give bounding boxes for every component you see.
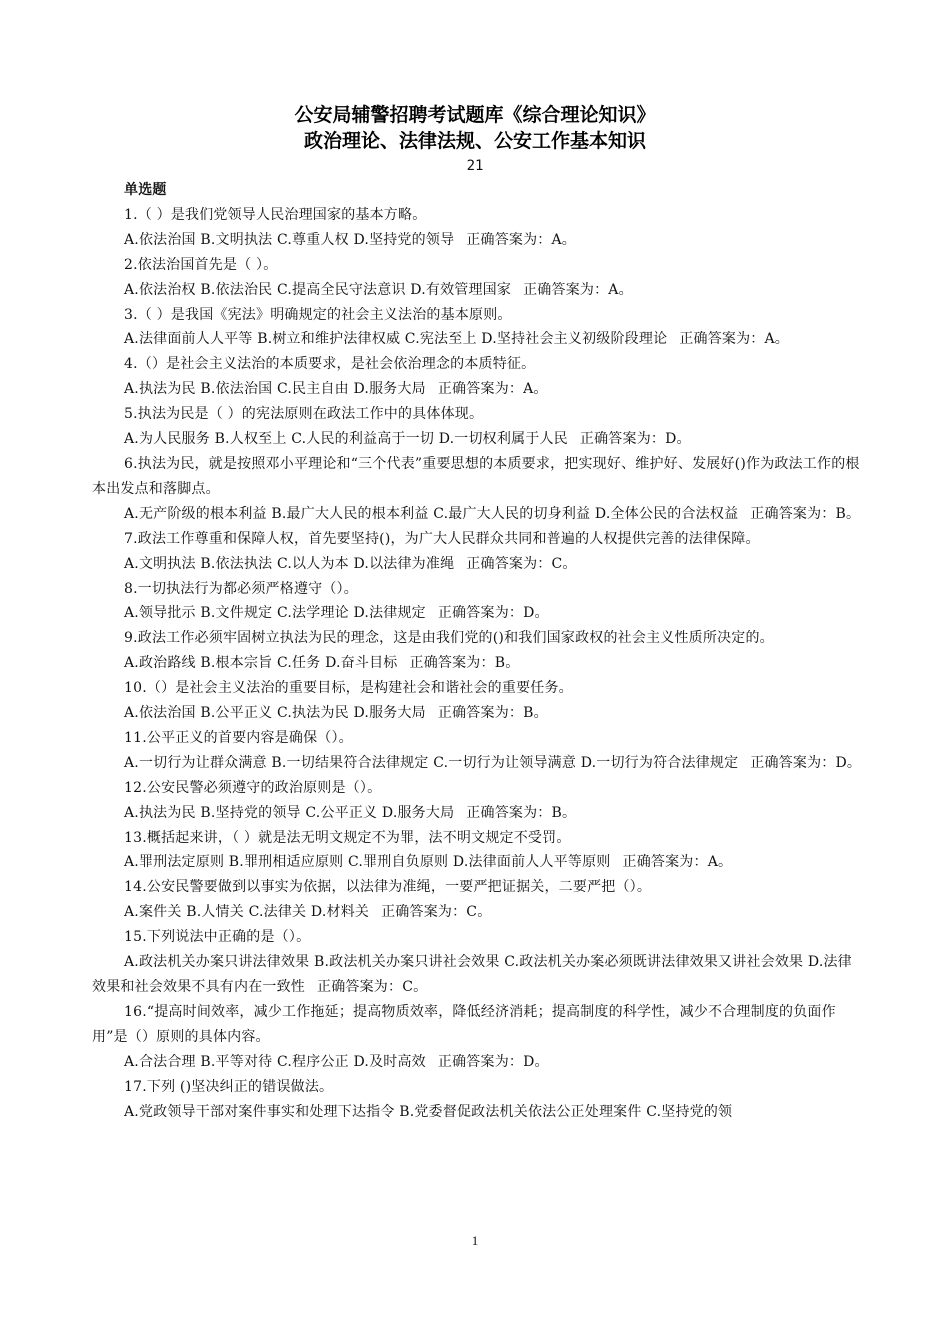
answer-text: 正确答案为：D。: [437, 605, 549, 622]
answer-text: 正确答案为：A。: [679, 331, 790, 348]
question-options: [92, 427, 864, 452]
question-options: [92, 850, 864, 875]
question-options: [92, 552, 864, 577]
answer-text: 正确答案为：B。: [409, 655, 520, 672]
options-text: A.执法为民 B.依法治国 C.民主自由 D.服务大局: [124, 381, 426, 398]
question-stem: 7.政法工作尊重和保障人权，首先要坚持()，为广大人民群众共同和普遍的人权提供完善的法律保障。: [124, 530, 760, 547]
options-text: A.依法治国 B.公平正义 C.执法为民 D.服务大局: [124, 705, 426, 722]
question-stem: 3.（ ）是我国《宪法》明确规定的社会主义法治的基本原则。: [124, 306, 512, 323]
options-text: A.案件关 B.人情关 C.法律关 D.材料关: [124, 904, 370, 921]
answer-text: 正确答案为：A。: [437, 381, 548, 398]
section-heading: 单选题: [124, 182, 167, 198]
question-stem: 13.概括起来讲，（ ）就是法无明文规定不为罪，法不明文规定不受罚。: [124, 829, 571, 846]
answer-text: 正确答案为：B。: [750, 505, 861, 522]
document-header: [0, 102, 950, 176]
options-text: A.一切行为让群众满意 B.一切结果符合法律规定 C.一切行为让领导满意 D.一切行为符合法律规定: [124, 754, 739, 771]
question-stem: 16.“提高时间效率，减少工作拖延；提高物质效率，降低经济消耗；提高制度的科学性，减少不合理制度的负面作用”是（）原则的具体内容。: [92, 1003, 836, 1045]
question-options: [92, 751, 864, 776]
question-options: [92, 278, 864, 303]
question-stem: 14.公安民警要做到以事实为依据，以法律为准绳，一要严把证据关，二要严把（）。: [124, 879, 652, 896]
answer-text: 正确答案为：D。: [579, 431, 691, 448]
title-number: 21: [466, 158, 484, 174]
title-line-2: 政治理论、法律法规、公安工作基本知识: [303, 130, 646, 152]
answer-text: 正确答案为：C。: [381, 904, 492, 921]
answer-text: 正确答案为：C。: [317, 979, 428, 995]
answer-text: 正确答案为：B。: [437, 705, 548, 722]
question-stem: 11.公平正义的首要内容是确保（）。: [124, 729, 353, 746]
options-text: A.领导批示 B.文件规定 C.法学理论 D.法律规定: [124, 605, 426, 622]
answer-text: 正确答案为：D。: [437, 1053, 549, 1070]
question-options: [92, 601, 864, 626]
question-stem: 5.执法为民是（ ）的宪法原则在政法工作中的具体体现。: [124, 406, 484, 423]
answer-text: 正确答案为：D。: [750, 754, 862, 771]
options-text: A.依法治权 B.依法治民 C.提高全民守法意识 D.有效管理国家: [124, 281, 512, 298]
question-stem: 1.（ ）是我们党领导人民治理国家的基本方略。: [124, 206, 427, 223]
question-stem: 2.依法治国首先是（ ）。: [124, 256, 278, 273]
question-options: [92, 801, 864, 826]
question-stem: 15.下列说法中正确的是（）。: [124, 929, 311, 946]
question-stem: 9.政法工作必须牢固树立执法为民的理念，这是由我们党的()和我们国家政权的社会主义性质所决定的。: [124, 630, 774, 647]
question-options: [92, 1050, 864, 1075]
question-stem: 10.（）是社会主义法治的重要目标，是构建社会和谐社会的重要任务。: [124, 680, 573, 697]
answer-text: 正确答案为：B。: [466, 804, 577, 821]
options-text: A.党政领导干部对案件事实和处理下达指令 B.党委督促政法机关依法公正处理案件 C.坚持党的领: [124, 1103, 733, 1120]
question-stem: 4.（）是社会主义法治的本质要求，是社会依治理念的本质特征。: [124, 356, 536, 373]
question-options: [92, 900, 864, 925]
options-text: A.罪刑法定原则 B.罪刑相适应原则 C.罪刑自负原则 D.法律面前人人平等原则: [124, 854, 611, 871]
question-options: [92, 1100, 864, 1125]
question-stem: 8.一切执法行为都必须严格遵守（）。: [124, 580, 358, 597]
title-line-1: 公安局辅警招聘考试题库《综合理论知识》: [294, 104, 656, 126]
question-options: [92, 377, 864, 402]
question-options: [92, 701, 864, 726]
question-options: [92, 327, 864, 352]
options-text: A.合法合理 B.平等对待 C.程序公正 D.及时高效: [124, 1053, 426, 1070]
page-number: 1: [471, 1233, 479, 1248]
options-text: A.法律面前人人平等 B.树立和维护法律权威 C.宪法至上 D.坚持社会主义初级阶段理论: [124, 331, 668, 348]
options-text: A.执法为民 B.坚持党的领导 C.公平正义 D.服务大局: [124, 804, 455, 821]
options-text: A.政治路线 B.根本宗旨 C.任务 D.奋斗目标: [124, 655, 398, 672]
answer-text: 正确答案为：C。: [466, 555, 577, 572]
question-options: [92, 950, 864, 1000]
question-options: [92, 651, 864, 676]
question-stem: 6.执法为民，就是按照邓小平理论和“三个代表”重要思想的本质要求，把实现好、维护好、发展好()作为政法工作的根本出发点和落脚点。: [92, 455, 860, 497]
question-options: [92, 228, 864, 253]
question-stem: 17.下列 ()坚决纠正的错误做法。: [124, 1078, 334, 1095]
options-text: A.文明执法 B.依法执法 C.以人为本 D.以法律为准绳: [124, 555, 455, 572]
document-body: [92, 178, 864, 1124]
options-text: A.无产阶级的根本利益 B.最广大人民的根本利益 C.最广大人民的切身利益 D.全体公民的合法权益: [124, 505, 739, 522]
answer-text: 正确答案为：A。: [523, 281, 633, 298]
answer-text: 正确答案为：A。: [622, 854, 733, 871]
options-text: A.依法治国 B.文明执法 C.尊重人权 D.坚持党的领导: [124, 231, 455, 248]
options-text: A.政法机关办案只讲法律效果 B.政法机关办案只讲社会效果 C.政法机关办案必须既讲法律效果又讲社会效果 D.法律效果和社会效果不具有内在一致性: [92, 954, 852, 995]
options-text: A.为人民服务 B.人权至上 C.人民的利益高于一切 D.一切权利属于人民: [124, 431, 568, 448]
answer-text: 正确答案为：A。: [466, 231, 577, 248]
question-options: [92, 502, 864, 527]
question-stem: 12.公安民警必须遵守的政治原则是（）。: [124, 779, 382, 796]
question-list: [92, 203, 864, 1125]
